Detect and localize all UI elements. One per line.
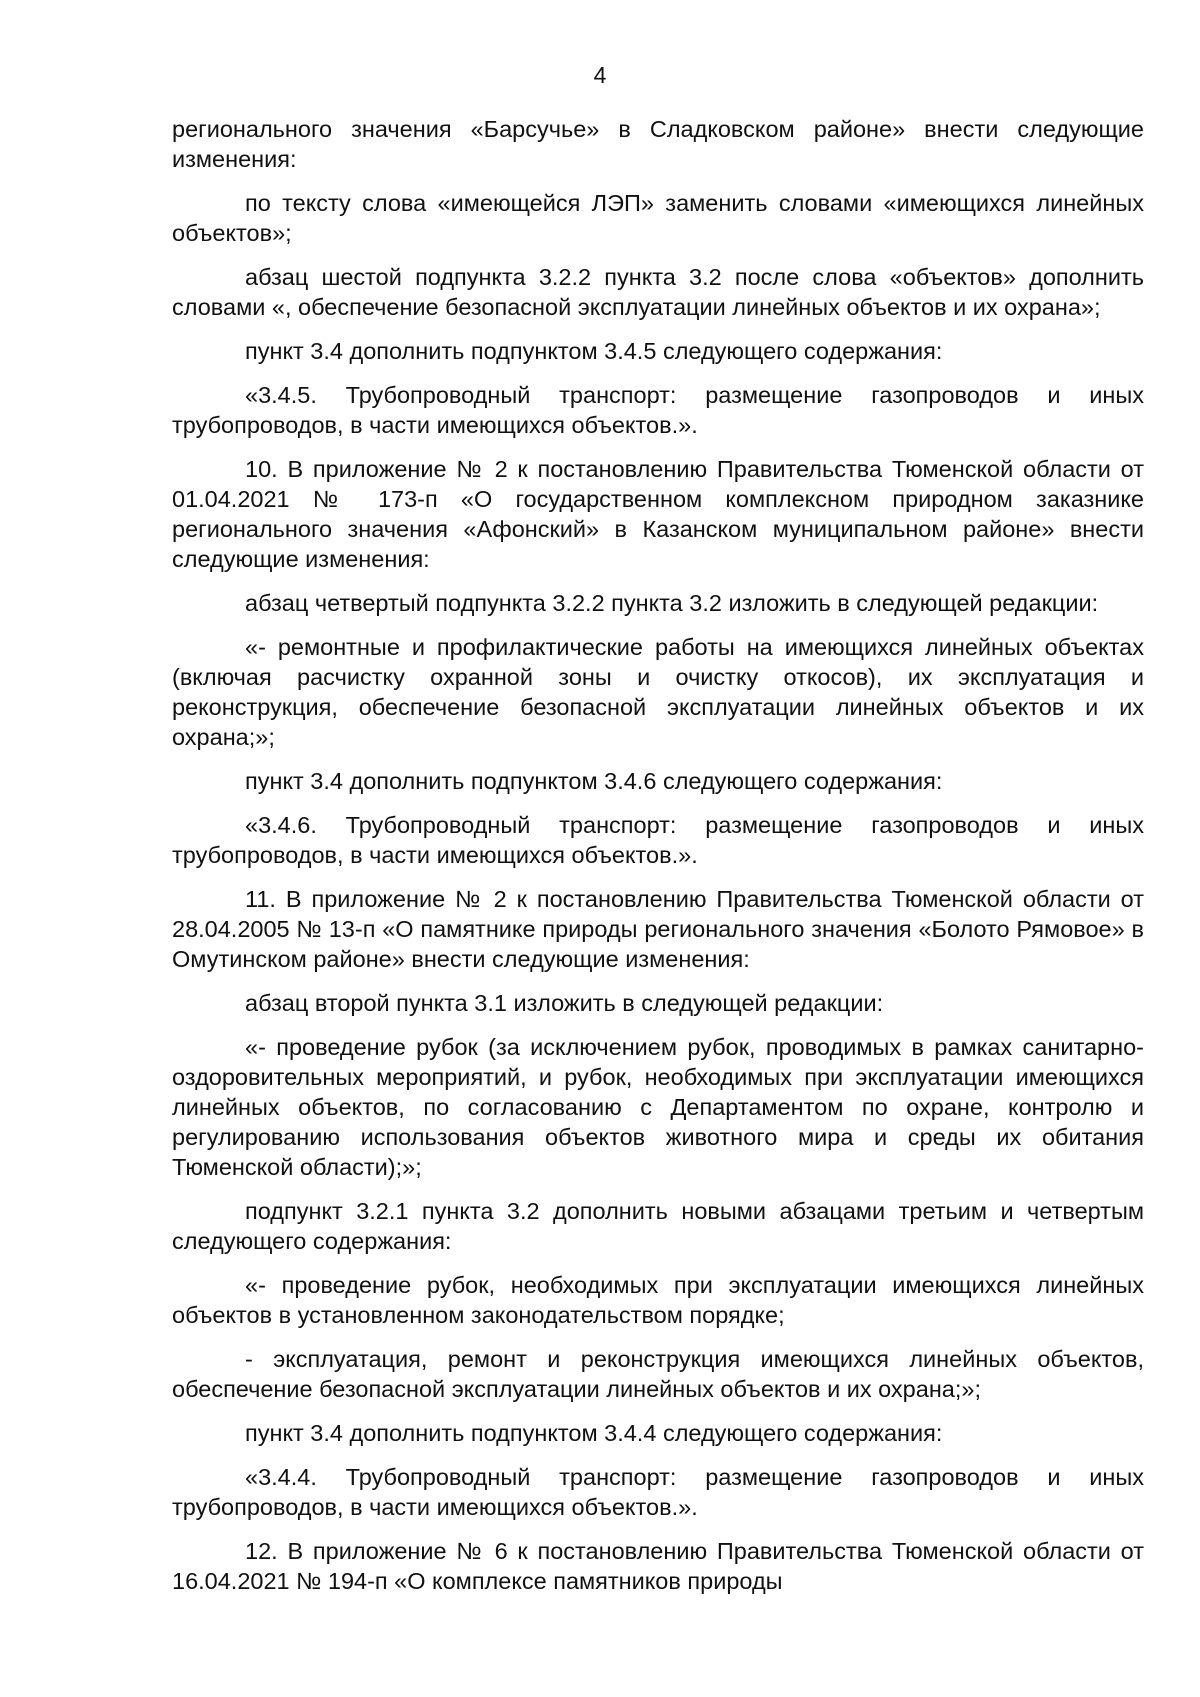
paragraph: пункт 3.4 дополнить подпунктом 3.4.5 следующего содержания: xyxy=(245,338,943,364)
paragraph: абзац второй пункта 3.1 изложить в следующей редакции: xyxy=(245,990,884,1016)
paragraph-quote: «- проведение рубок, необходимых при эксплуатации имеющихся линейных объектов в установленном законодательством порядке; xyxy=(172,1272,1144,1328)
paragraph: подпункт 3.2.1 пункта 3.2 дополнить новыми абзацами третьим и четвертым следующего содержания: xyxy=(172,1198,1144,1254)
paragraph-quote: «- ремонтные и профилактические работы на имеющихся линейных объектах (включая расчистку охранной зоны и очистку откосов), их эксплуатация и реконструкция, обеспечение безопасной эксплуатации линейных объектов и их охрана;»; xyxy=(172,634,1144,750)
numbered-paragraph-10: 10. В приложение № 2 к постановлению Правительства Тюменской области от 01.04.2021 № 173-п «О государственном комплексном природном заказнике регионального значения «Афонский» в Казанском муниципальном районе» внести следующие изменения: xyxy=(172,456,1144,572)
numbered-paragraph-12: 12. В приложение № 6 к постановлению Правительства Тюменской области от 16.04.2021 № 194-п «О комплексе памятников природы xyxy=(172,1538,1144,1594)
paragraph-quote: - эксплуатация, ремонт и реконструкция имеющихся линейных объектов, обеспечение безопасной эксплуатации линейных объектов и их охрана;»; xyxy=(172,1346,1144,1402)
paragraph: пункт 3.4 дополнить подпунктом 3.4.4 следующего содержания: xyxy=(245,1420,943,1446)
document-body xyxy=(172,114,1144,1610)
paragraph: абзац шестой подпункта 3.2.2 пункта 3.2 после слова «объектов» дополнить словами «, обеспечение безопасной эксплуатации линейных объектов и их охрана»; xyxy=(172,264,1144,320)
paragraph-quote: «- проведение рубок (за исключением рубок, проводимых в рамках санитарно-оздоровительных мероприятий, и рубок, необходимых при эксплуатации имеющихся линейных объектов, по согласованию с Департаментом по охране, контролю и регулированию использования объектов животного мира и среды их обитания Тюменской области);»; xyxy=(172,1034,1144,1180)
paragraph-quote: «3.4.6. Трубопроводный транспорт: размещение газопроводов и иных трубопроводов, в части имеющихся объектов.». xyxy=(172,812,1144,868)
numbered-paragraph-11: 11. В приложение № 2 к постановлению Правительства Тюменской области от 28.04.2005 № 13-п «О памятнике природы регионального значения «Болото Рямовое» в Омутинском районе» внести следующие изменения: xyxy=(172,886,1144,972)
paragraph-quote: «3.4.5. Трубопроводный транспорт: размещение газопроводов и иных трубопроводов, в части имеющихся объектов.». xyxy=(172,382,1144,438)
paragraph: пункт 3.4 дополнить подпунктом 3.4.6 следующего содержания: xyxy=(245,768,943,794)
paragraph: абзац четвертый подпункта 3.2.2 пункта 3.2 изложить в следующей редакции: xyxy=(245,590,1099,616)
paragraph: по тексту слова «имеющейся ЛЭП» заменить словами «имеющихся линейных объектов»; xyxy=(172,190,1144,246)
page-number: 4 xyxy=(593,62,607,88)
paragraph-quote: «3.4.4. Трубопроводный транспорт: размещение газопроводов и иных трубопроводов, в части имеющихся объектов.». xyxy=(172,1464,1144,1520)
paragraph-continuation: регионального значения «Барсучье» в Сладковском районе» внести следующие изменения: xyxy=(172,116,1144,172)
